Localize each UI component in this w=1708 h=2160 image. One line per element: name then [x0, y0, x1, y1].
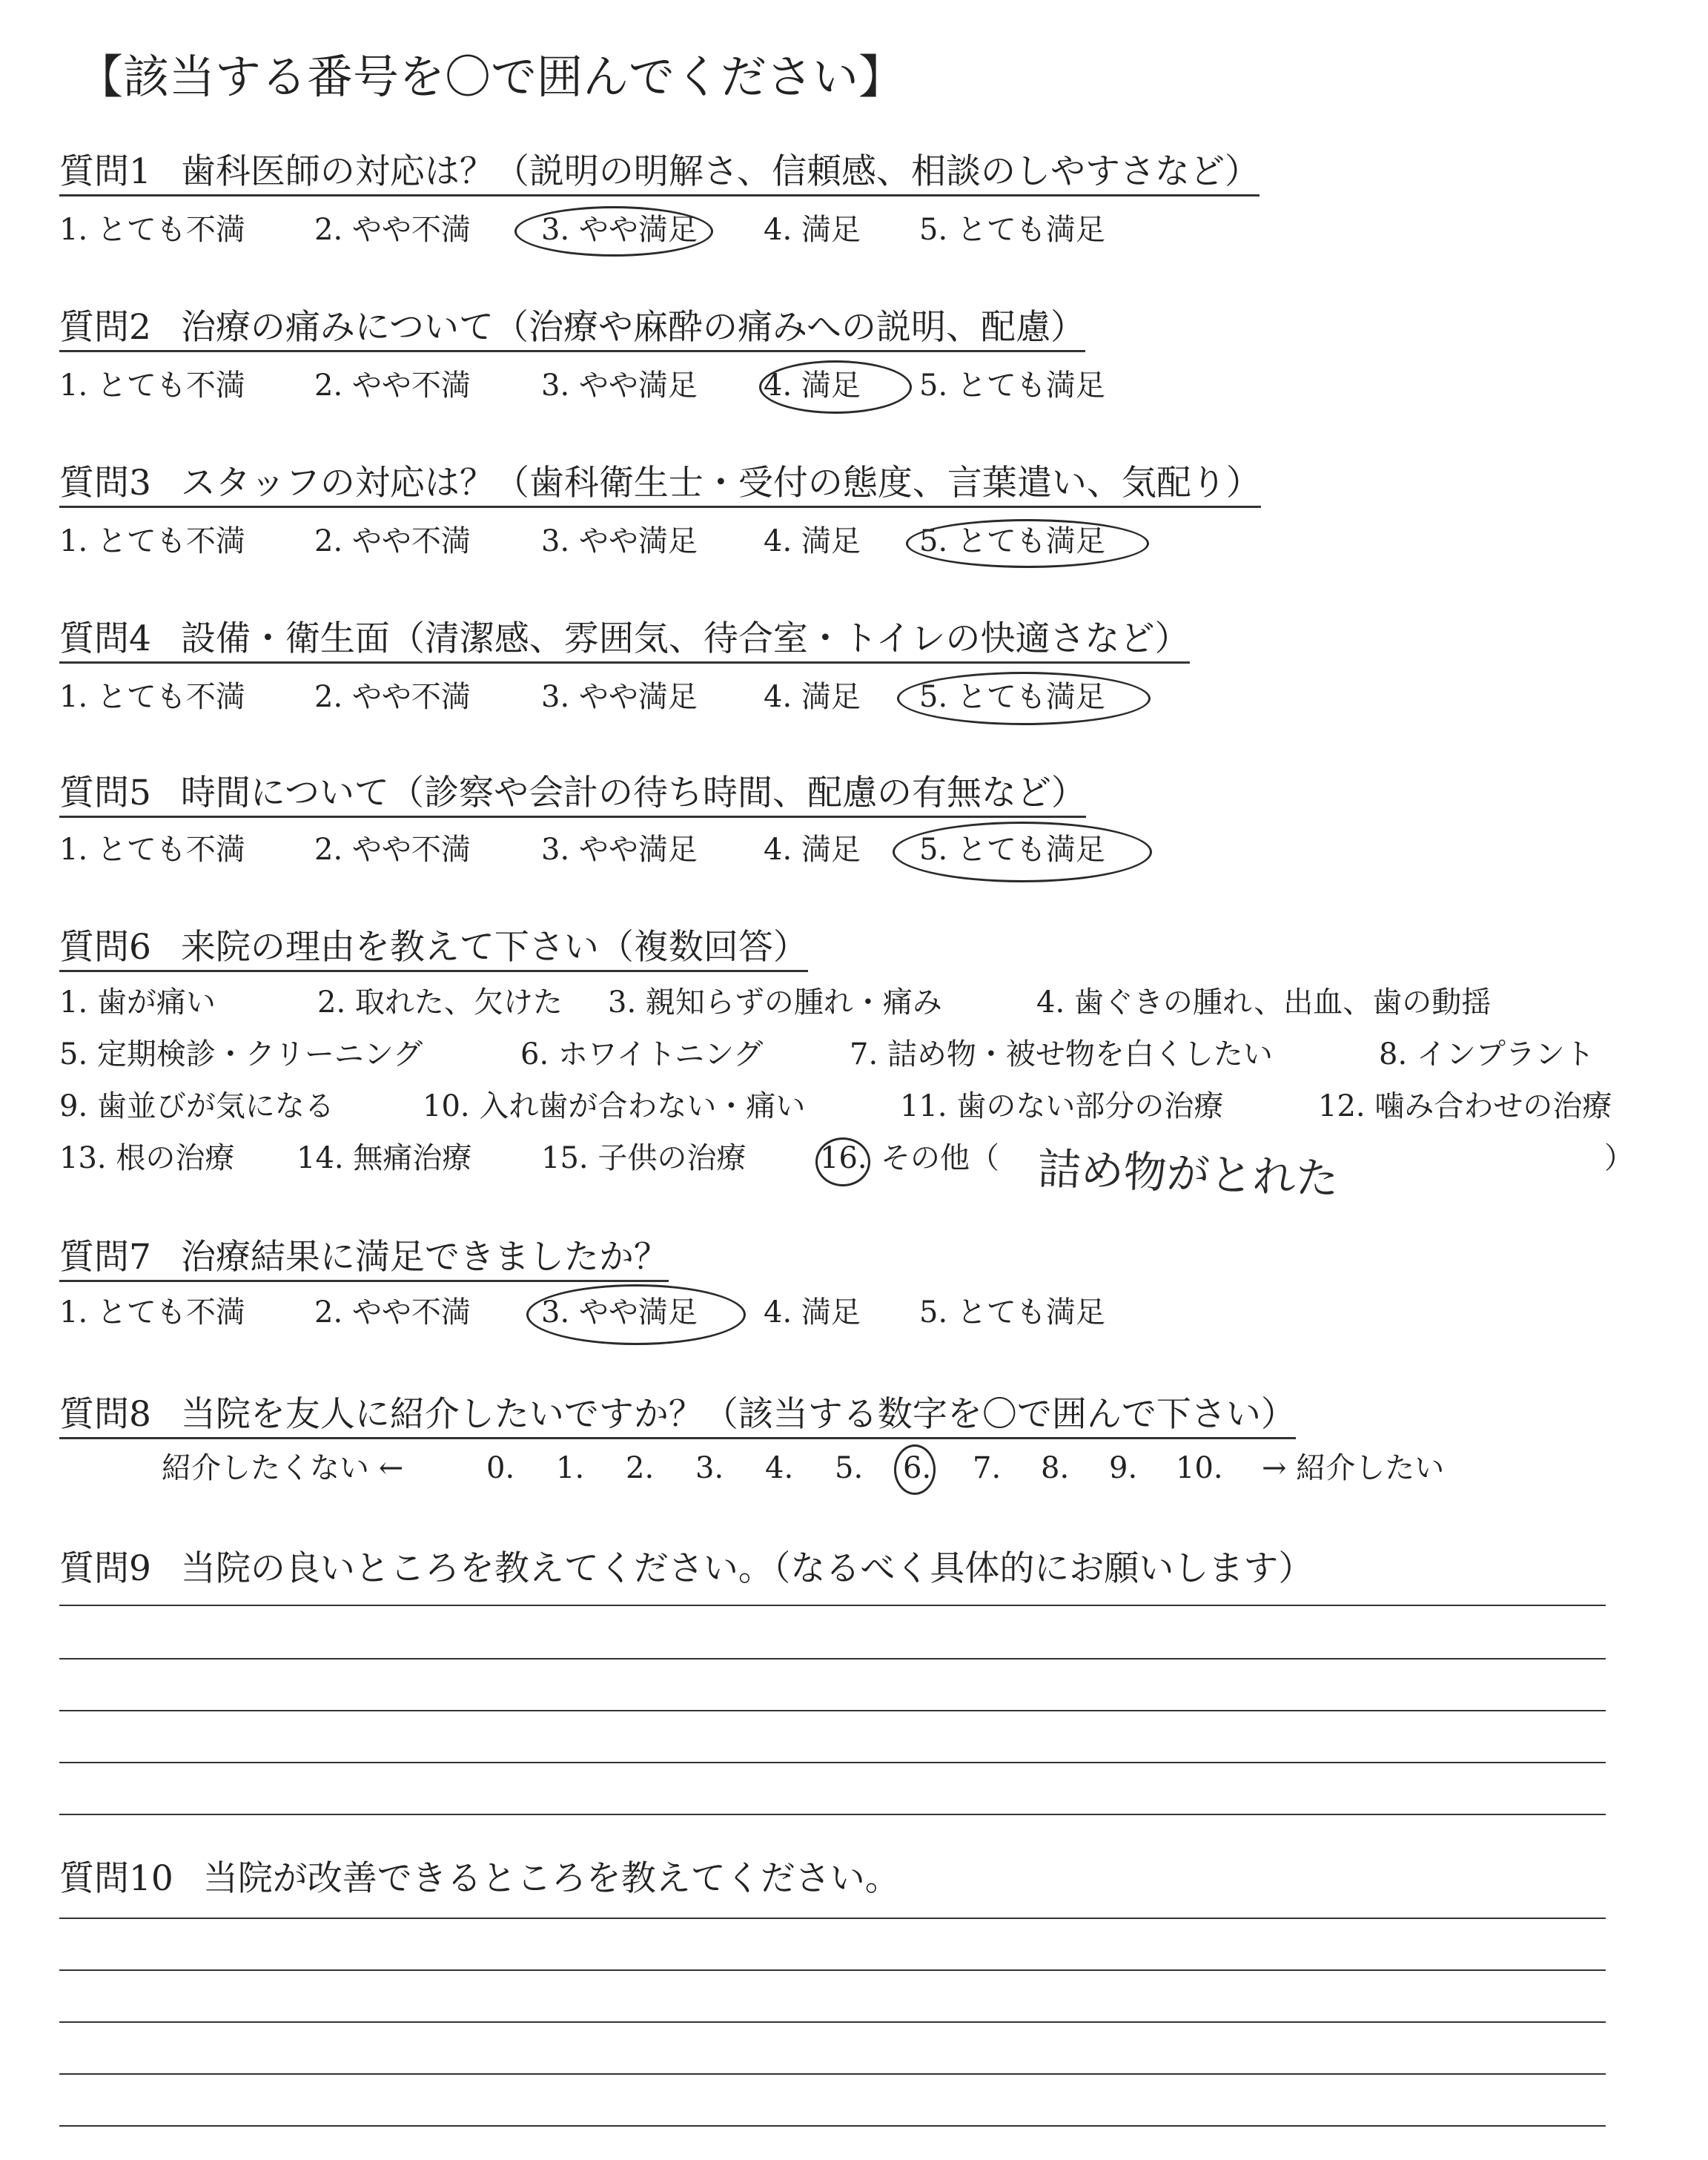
question-2: [59, 307, 1085, 352]
reason-13[interactable]: 13. 根の治療: [59, 1141, 235, 1175]
answer-circle-q8: [894, 1444, 936, 1495]
reason-10[interactable]: 10. 入れ歯が合わない・痛い: [423, 1089, 806, 1123]
reason-14[interactable]: 14. 無痛治療: [297, 1141, 472, 1175]
reason-5[interactable]: 5. 定期検診・クリーニング: [59, 1037, 423, 1071]
question-3: [59, 463, 1261, 508]
answer-circle-q7: [526, 1284, 746, 1345]
reason-16-number[interactable]: 16.: [820, 1141, 867, 1175]
score-10[interactable]: 10.: [1176, 1451, 1223, 1485]
score-9[interactable]: 9.: [1109, 1451, 1138, 1485]
option-1[interactable]: 1. とても不満: [59, 1295, 245, 1330]
option-1[interactable]: 1. とても不満: [59, 524, 245, 558]
answer-line[interactable]: [59, 1918, 1606, 1919]
score-0[interactable]: 0.: [486, 1451, 515, 1485]
reason-3[interactable]: 3. 親知らずの腫れ・痛み: [608, 985, 942, 1020]
answer-row-q2: [59, 368, 1245, 405]
reason-row-2: [59, 1037, 1653, 1074]
answer-line[interactable]: [59, 2125, 1606, 2127]
option-2[interactable]: 2. やや不満: [314, 369, 471, 403]
score-7[interactable]: 7.: [973, 1451, 1002, 1485]
question-number: 質問6: [59, 927, 151, 968]
question-number: 質問9: [59, 1548, 151, 1589]
option-2[interactable]: 2. やや不満: [314, 1295, 471, 1330]
question-6: [59, 927, 808, 972]
score-8[interactable]: 8.: [1041, 1451, 1070, 1485]
question-number: 質問5: [59, 773, 151, 813]
answer-line[interactable]: [59, 2073, 1606, 2075]
option-5[interactable]: 5. とても満足: [919, 369, 1105, 403]
option-5[interactable]: 5. とても満足: [919, 213, 1105, 247]
option-4[interactable]: 4. 満足: [764, 1295, 861, 1330]
score-2[interactable]: 2.: [626, 1451, 655, 1485]
answer-line[interactable]: [59, 2021, 1606, 2023]
recommend-right-label: → 紹介したい: [1262, 1451, 1445, 1485]
question-number: 質問1: [59, 151, 151, 192]
question-number: 質問8: [59, 1394, 151, 1435]
option-3[interactable]: 3. やや満足: [541, 833, 698, 867]
question-7: [59, 1237, 669, 1282]
reason-7[interactable]: 7. 詰め物・被せ物を白くしたい: [850, 1037, 1273, 1071]
question-text: 設備・衛生面（清潔感、雰囲気、待合室・トイレの快適さなど）: [180, 618, 1190, 659]
option-1[interactable]: 1. とても不満: [59, 213, 245, 247]
score-4[interactable]: 4.: [765, 1451, 794, 1485]
reason-9[interactable]: 9. 歯並びが気になる: [59, 1089, 334, 1123]
option-4[interactable]: 4. 満足: [764, 524, 861, 558]
option-2[interactable]: 2. やや不満: [314, 680, 471, 714]
reason-1[interactable]: 1. 歯が痛い: [59, 985, 216, 1020]
option-1[interactable]: 1. とても不満: [59, 833, 245, 867]
answer-circle-q2: [759, 360, 912, 414]
option-4[interactable]: 4. 満足: [764, 213, 861, 247]
question-10: [59, 1858, 900, 1901]
question-8: [59, 1394, 1296, 1439]
answer-circle-q6: [815, 1137, 870, 1186]
option-3[interactable]: 3. やや満足: [541, 369, 698, 403]
answer-circle-q1: [514, 206, 713, 257]
reason-6[interactable]: 6. ホワイトニング: [520, 1037, 764, 1071]
answer-circle-q5: [893, 822, 1152, 882]
recommend-left-label: 紹介したくない ←: [162, 1451, 404, 1485]
answer-line[interactable]: [59, 1710, 1606, 1711]
question-number: 質問4: [59, 618, 151, 659]
question-text: 当院が改善できるところを教えてください。: [202, 1858, 900, 1899]
reason-16-close: ）: [1604, 1141, 1634, 1175]
question-text: 当院の良いところを教えてください。（なるべく具体的にお願いします）: [180, 1548, 1314, 1589]
question-4: [59, 618, 1190, 664]
question-number: 質問2: [59, 307, 151, 348]
reason-16-label: その他（: [881, 1141, 999, 1175]
score-5[interactable]: 5.: [835, 1451, 864, 1485]
question-text: 来院の理由を教えて下さい（複数回答）: [180, 927, 808, 968]
question-text: 治療結果に満足できましたか？: [180, 1237, 669, 1278]
question-number: 質問10: [59, 1858, 173, 1899]
option-4[interactable]: 4. 満足: [764, 680, 861, 714]
reason-row-3: [59, 1089, 1653, 1126]
question-text: 当院を友人に紹介したいですか？（該当する数字を〇で囲んで下さい）: [180, 1394, 1296, 1435]
answer-line[interactable]: [59, 1814, 1606, 1815]
answer-circle-q3: [906, 519, 1149, 568]
reason-11[interactable]: 11. 歯のない部分の治療: [900, 1089, 1224, 1123]
option-3[interactable]: 3. やや満足: [541, 524, 698, 558]
score-6[interactable]: 6.: [903, 1451, 932, 1485]
score-3[interactable]: 3.: [695, 1451, 724, 1485]
other-handwritten-answer: 詰め物がとれた: [1036, 1143, 1340, 1205]
reason-2[interactable]: 2. 取れた、欠けた: [317, 985, 563, 1020]
option-5[interactable]: 5. とても満足: [919, 833, 1105, 867]
question-9: [59, 1548, 1313, 1591]
question-text: スタッフの対応は？（歯科衛生士・受付の態度、言葉遣い、気配り）: [180, 463, 1261, 503]
recommend-scale: [162, 1450, 1570, 1487]
option-3[interactable]: 3. やや満足: [541, 680, 698, 714]
option-3[interactable]: 3. やや満足: [541, 213, 698, 247]
question-number: 質問7: [59, 1237, 151, 1278]
option-2[interactable]: 2. やや不満: [314, 524, 471, 558]
reason-8[interactable]: 8. インプラント: [1379, 1037, 1595, 1071]
answer-line[interactable]: [59, 1762, 1606, 1763]
option-4[interactable]: 4. 満足: [764, 833, 861, 867]
option-3[interactable]: 3. やや満足: [541, 1295, 698, 1330]
option-4[interactable]: 4. 満足: [764, 369, 861, 403]
page-title: 【該当する番号を〇で囲んでください】: [77, 50, 905, 104]
option-5[interactable]: 5. とても満足: [919, 680, 1105, 714]
answer-circle-q4: [897, 672, 1151, 725]
question-text: 歯科医師の対応は？（説明の明解さ、信頼感、相談のしやすさなど）: [180, 151, 1260, 192]
reason-row-1: [59, 985, 1653, 1022]
question-number: 質問3: [59, 463, 151, 503]
option-5[interactable]: 5. とても満足: [919, 1295, 1105, 1330]
question-text: 治療の痛みについて（治療や麻酔の痛みへの説明、配慮）: [180, 307, 1086, 348]
question-5: [59, 773, 1086, 818]
question-text: 時間について（診察や会計の待ち時間、配慮の有無など）: [180, 773, 1086, 813]
answer-line[interactable]: [59, 1605, 1606, 1606]
answer-line[interactable]: [59, 1969, 1606, 1971]
option-2[interactable]: 2. やや不満: [314, 833, 471, 867]
option-1[interactable]: 1. とても不満: [59, 680, 245, 714]
score-1[interactable]: 1.: [556, 1451, 585, 1485]
option-2[interactable]: 2. やや不満: [314, 213, 471, 247]
question-1: [59, 151, 1260, 196]
answer-line[interactable]: [59, 1658, 1606, 1659]
reason-15[interactable]: 15. 子供の治療: [541, 1141, 747, 1175]
option-5[interactable]: 5. とても満足: [919, 524, 1105, 558]
option-1[interactable]: 1. とても不満: [59, 369, 245, 403]
reason-4[interactable]: 4. 歯ぐきの腫れ、出血、歯の動揺: [1036, 985, 1492, 1020]
reason-12[interactable]: 12. 噛み合わせの治療: [1318, 1089, 1612, 1123]
